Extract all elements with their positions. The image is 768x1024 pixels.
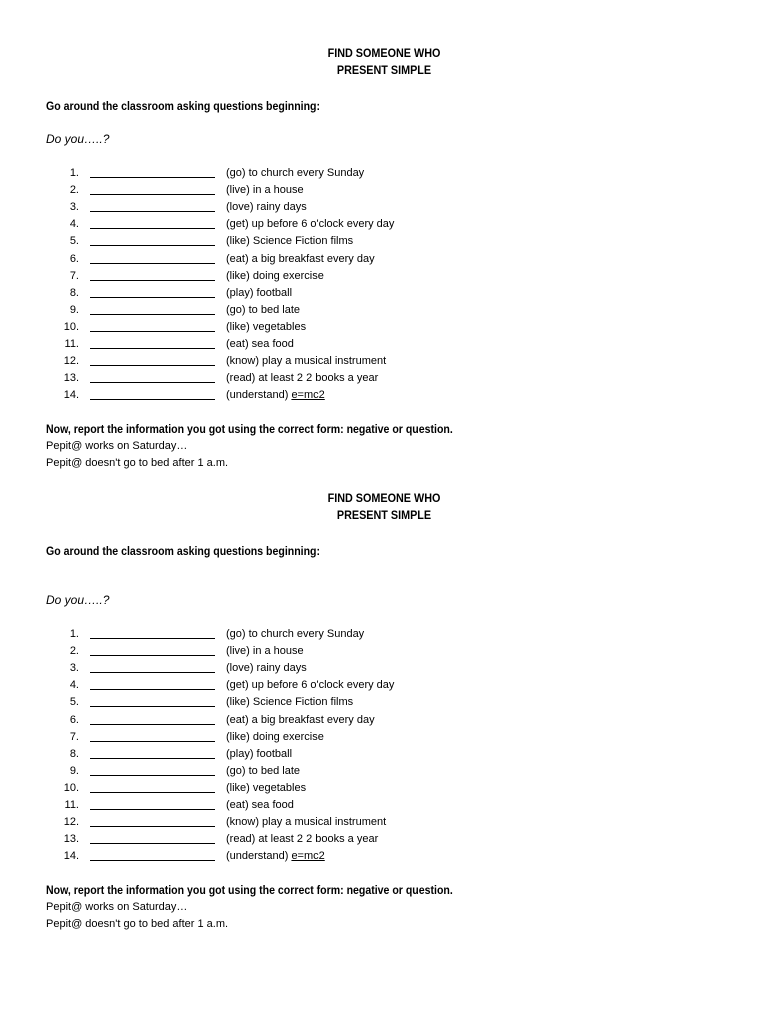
item-phrase — [226, 848, 325, 865]
item-phrase — [226, 268, 324, 285]
list-item — [0, 251, 768, 268]
answer-blank-line[interactable] — [90, 672, 215, 673]
example-sentence-2: Pepit@ doesn't go to bed after 1 a.m. — [46, 457, 229, 469]
item-text: (like) doing exercise — [226, 269, 324, 282]
item-text: (go) to bed late — [226, 303, 300, 316]
item-phrase — [226, 831, 378, 848]
item-number: 3. — [69, 201, 79, 214]
list-item — [0, 199, 768, 216]
answer-blank-line[interactable] — [90, 228, 215, 229]
answer-blank-line[interactable] — [90, 758, 215, 759]
list-item — [0, 694, 768, 711]
list-item — [0, 848, 768, 865]
item-phrase — [226, 336, 294, 353]
item-number: 12. — [63, 816, 79, 829]
instruction-text: Go around the classroom asking questions beginning: — [46, 99, 321, 113]
item-phrase — [226, 763, 300, 780]
answer-blank-line[interactable] — [90, 348, 215, 349]
item-number: 13. — [63, 833, 79, 846]
list-item — [0, 319, 768, 336]
item-number: 2. — [69, 645, 79, 658]
item-text: (understand) — [226, 389, 292, 402]
item-text: (know) play a musical instrument — [226, 355, 387, 368]
item-phrase — [226, 165, 364, 182]
answer-blank-line[interactable] — [90, 297, 215, 298]
item-number: 8. — [69, 286, 79, 299]
item-phrase — [226, 729, 324, 746]
item-phrase — [226, 370, 378, 387]
item-phrase — [226, 694, 353, 711]
item-underlined-text: e=mc2 — [291, 389, 325, 402]
answer-blank-line[interactable] — [90, 211, 215, 212]
answer-blank-line[interactable] — [90, 724, 215, 725]
item-phrase — [226, 251, 375, 268]
item-text: (play) football — [226, 286, 293, 299]
list-item — [0, 165, 768, 182]
answer-blank-line[interactable] — [90, 365, 215, 366]
example-sentence-2: Pepit@ doesn't go to bed after 1 a.m. — [46, 918, 229, 930]
list-item — [0, 643, 768, 660]
answer-blank-line[interactable] — [90, 826, 215, 827]
item-text: (go) to church every Sunday — [226, 167, 365, 179]
list-item — [0, 814, 768, 831]
list-item — [0, 660, 768, 677]
item-text: (understand) — [226, 850, 292, 863]
item-text: (go) to bed late — [226, 764, 300, 777]
list-item — [0, 302, 768, 319]
item-number: 2. — [69, 184, 79, 197]
item-number: 9. — [69, 764, 79, 777]
list-item — [0, 353, 768, 370]
worksheet-title: FIND SOMEONE WHO — [327, 46, 441, 60]
item-number: 5. — [69, 235, 79, 248]
item-text: (get) up before 6 o'clock every day — [226, 679, 395, 692]
item-number: 1. — [69, 628, 79, 640]
item-phrase — [226, 387, 325, 404]
item-number: 14. — [63, 389, 79, 402]
item-text: (eat) a big breakfast every day — [226, 713, 375, 726]
item-text: (eat) a big breakfast every day — [226, 252, 375, 265]
item-phrase — [226, 353, 386, 370]
item-number: 9. — [69, 303, 79, 316]
example-sentence-1: Pepit@ works on Saturday… — [46, 901, 188, 913]
item-number: 3. — [69, 662, 79, 675]
question-prompt: Do you…..? — [46, 132, 110, 146]
item-text: (eat) sea food — [226, 799, 294, 811]
item-phrase — [226, 677, 394, 694]
item-text: (like) doing exercise — [226, 730, 324, 743]
item-phrase — [226, 285, 292, 302]
answer-blank-line[interactable] — [90, 382, 215, 383]
list-item — [0, 233, 768, 250]
list-item — [0, 677, 768, 694]
item-text: (read) at least 2 2 books a year — [226, 833, 379, 846]
item-phrase — [226, 216, 394, 233]
answer-blank-line[interactable] — [90, 177, 215, 178]
item-phrase — [226, 199, 307, 216]
list-item — [0, 370, 768, 387]
item-phrase — [226, 302, 300, 319]
answer-blank-line[interactable] — [90, 775, 215, 776]
item-phrase — [226, 319, 306, 336]
item-phrase — [226, 233, 353, 250]
item-text: (go) to church every Sunday — [226, 628, 365, 640]
answer-blank-line[interactable] — [90, 314, 215, 315]
item-number: 7. — [69, 730, 79, 743]
item-phrase — [226, 780, 306, 797]
item-number: 12. — [63, 355, 79, 368]
item-phrase — [226, 746, 292, 763]
answer-blank-line[interactable] — [90, 331, 215, 332]
report-instruction: Now, report the information you got using the correct form: negative or question. — [46, 883, 453, 897]
worksheet-subtitle: PRESENT SIMPLE — [336, 63, 432, 77]
item-phrase — [226, 182, 304, 199]
answer-blank-line[interactable] — [90, 638, 215, 639]
item-number: 11. — [64, 338, 79, 350]
list-item — [0, 746, 768, 763]
item-number: 1. — [69, 167, 79, 179]
item-text: (live) in a house — [226, 645, 304, 658]
list-item — [0, 182, 768, 199]
answer-blank-line[interactable] — [90, 706, 215, 707]
item-text: (get) up before 6 o'clock every day — [226, 218, 395, 231]
item-number: 7. — [69, 269, 79, 282]
answer-blank-line[interactable] — [90, 245, 215, 246]
item-number: 10. — [63, 320, 79, 333]
list-item — [0, 780, 768, 797]
item-text: (like) vegetables — [226, 781, 307, 794]
item-text: (live) in a house — [226, 184, 304, 197]
list-item — [0, 387, 768, 404]
item-phrase — [226, 626, 364, 643]
answer-blank-line[interactable] — [90, 280, 215, 281]
list-item — [0, 626, 768, 643]
list-item — [0, 831, 768, 848]
item-text: (love) rainy days — [226, 201, 307, 214]
item-text: (like) Science Fiction films — [226, 235, 354, 248]
list-item — [0, 763, 768, 780]
item-phrase — [226, 712, 375, 729]
item-text: (like) Science Fiction films — [226, 696, 354, 709]
answer-blank-line[interactable] — [90, 689, 215, 690]
item-number: 13. — [63, 372, 79, 385]
answer-blank-line[interactable] — [90, 194, 215, 195]
item-number: 6. — [69, 252, 79, 265]
example-sentence-1: Pepit@ works on Saturday… — [46, 440, 188, 452]
answer-blank-line[interactable] — [90, 399, 215, 400]
item-number: 6. — [69, 713, 79, 726]
item-number: 14. — [63, 850, 79, 863]
answer-blank-line[interactable] — [90, 860, 215, 861]
worksheet-title: FIND SOMEONE WHO — [327, 491, 441, 505]
answer-blank-line[interactable] — [90, 655, 215, 656]
instruction-text: Go around the classroom asking questions beginning: — [46, 544, 321, 558]
item-text: (love) rainy days — [226, 662, 307, 675]
answer-blank-line[interactable] — [90, 809, 215, 810]
list-item — [0, 797, 768, 814]
item-underlined-text: e=mc2 — [291, 850, 325, 863]
report-instruction: Now, report the information you got using the correct form: negative or question. — [46, 422, 453, 436]
list-item — [0, 285, 768, 302]
item-text: (like) vegetables — [226, 320, 307, 333]
item-text: (eat) sea food — [226, 338, 294, 350]
item-number: 4. — [69, 218, 79, 231]
item-text: (read) at least 2 2 books a year — [226, 372, 379, 385]
item-phrase — [226, 660, 307, 677]
answer-blank-line[interactable] — [90, 741, 215, 742]
worksheet-subtitle: PRESENT SIMPLE — [336, 508, 432, 522]
item-phrase — [226, 814, 386, 831]
list-item — [0, 336, 768, 353]
answer-blank-line[interactable] — [90, 792, 215, 793]
item-number: 10. — [63, 781, 79, 794]
item-number: 4. — [69, 679, 79, 692]
item-number: 11. — [64, 799, 79, 811]
list-item — [0, 268, 768, 285]
list-item — [0, 216, 768, 233]
answer-blank-line[interactable] — [90, 843, 215, 844]
answer-blank-line[interactable] — [90, 263, 215, 264]
item-phrase — [226, 643, 304, 660]
list-item — [0, 712, 768, 729]
question-prompt: Do you…..? — [46, 593, 110, 607]
item-phrase — [226, 797, 294, 814]
item-number: 5. — [69, 696, 79, 709]
item-text: (know) play a musical instrument — [226, 816, 387, 829]
list-item — [0, 729, 768, 746]
item-text: (play) football — [226, 747, 293, 760]
item-number: 8. — [69, 747, 79, 760]
